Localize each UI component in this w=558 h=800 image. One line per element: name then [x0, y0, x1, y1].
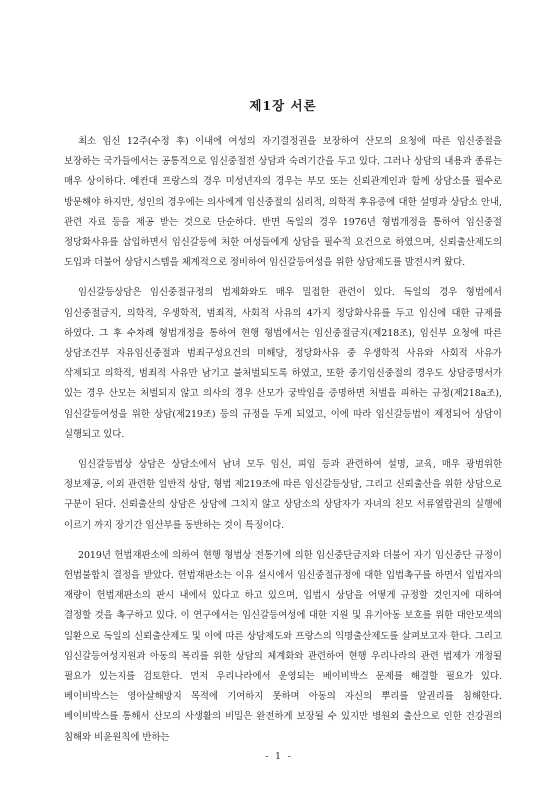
paragraph: 임신갈등법상 상담은 상담소에서 남녀 모두 임신, 피임 등과 관련하여 설명, 교육, 매우 광범위한 정보제공, 이외 관련한 일반적 상담, 형법 제219조에 따른 임신갈등상담, 그리고 신뢰출산을 위한 상담으로 구분이 된다. 신뢰출산의 상담은 상담에 그치지 않고 상담소의 상담자가 자녀의 친모 서류열람권의 실행에 이르기 까지 장기간 임산부를 동반하는 것이 특징이다.: [64, 459, 502, 531]
paragraph: 임신갈등상담은 임신중절규정의 법제화와도 매우 밀접한 관련이 있다. 독일의 경우 형법에서 임신중절금지, 의학적, 우생학적, 범죄적, 사회적 사유의 4가지 정당화사유를 두고 임신에 대한 규제를 하였다. 그 후 수차례 형법개정을 통하여 현행 형법에서는 임신중절금지(제218조), 임신부 요청에 따른 상담조건부 자유임신중절과 범죄구성요건의 미해당, 정당화사유 중 우생학적 사유와 사회적 사유가 삭제되고 의학적, 범죄적 사유만 남기고 불처벌되도록 하였고, 또한 중기임신중절의 경우도 상담증명서가 있는 경우 산모는 처벌되지 않고 의사의 경우 산모가 궁박임을 증명하면 처벌을 피하는 규정(제218a조), 임신갈등여성을 위한 상담(제219조) 등의 규정을 두게 되었고, 이에 따라 임신갈등법이 제정되어 상담이 실행되고 있다.: [64, 287, 502, 440]
chapter-title: 제1장 서론: [249, 98, 317, 113]
document-body: [64, 132, 502, 748]
paragraph: 최소 임신 12주(수정 후) 이내에 여성의 자기결정권을 보장하여 산모의 요청에 따른 임신중절을 보장하는 국가들에서는 공통적으로 임신중절전 상담과 숙려기간을 두고 있다. 그러나 상담의 내용과 종류는 매우 상이하다. 예컨대 프랑스의 경우 미성년자의 경우는 부모 또는 신뢰관계인과 함께 상담소를 필수로 방문해야 하지만, 성인의 경우에는 의사에게 임신중절의 심리적, 의학적 후유증에 대한 설명과 상담소 안내, 관련 자료 등을 제공 받는 것으로 단순하다. 반면 독일의 경우 1976년 형법개정을 통하여 임신중절 정당화사유를 삽입하면서 임신갈등에 처한 여성들에게 상담을 필수적 요건으로 하였으며, 신뢰출산제도의 도입과 더불어 상담시스템을 체계적으로 정비하여 임신갈등여성을 위한 상담제도를 발전시켜 왔다.: [64, 136, 502, 269]
page-number: - 1 -: [265, 752, 293, 762]
paragraph: 2019년 헌법재판소에 의하여 현행 형법상 전통기에 의한 임신중단금지와 더불어 자기 임신중단 규정이 헌법불합치 결정을 받았다. 헌법재판소는 이유 설시에서 임신중절규정에 대한 입법촉구를 하면서 입법자의 재량이 헌법재판소의 판시 내에서 있다고 하고 있으며, 입법시 상담을 어떻게 규정할 것인지에 대하여 결정할 것을 촉구하고 있다. 이 연구에서는 임신갈등여성에 대한 지원 및 유기아동 보호를 위한 대안모색의 일환으로 독일의 신뢰출산제도 및 이에 따른 상담제도와 프랑스의 익명출산제도를 살펴보고자 한다. 그리고 임신갈등여성지원과 아동의 복리를 위한 상담의 체계화와 관련하여 현행 우리나라의 관련 법제가 개정될 필요가 있는지를 검토한다. 먼저 우리나라에서 운영되는 베이비박스 문제를 해결할 필요가 있다. 베이비박스는 영아살해방지 목적에 기여하지 못하며 아동의 자신의 뿌리를 알권리를 침해한다. 베이비박스를 통해서 산모의 사생활의 비밀은 완전하게 보장될 수 있지만 병원외 출산으로 인한 건강권의 침해와 비윤원칙에 반하는: [64, 549, 502, 743]
